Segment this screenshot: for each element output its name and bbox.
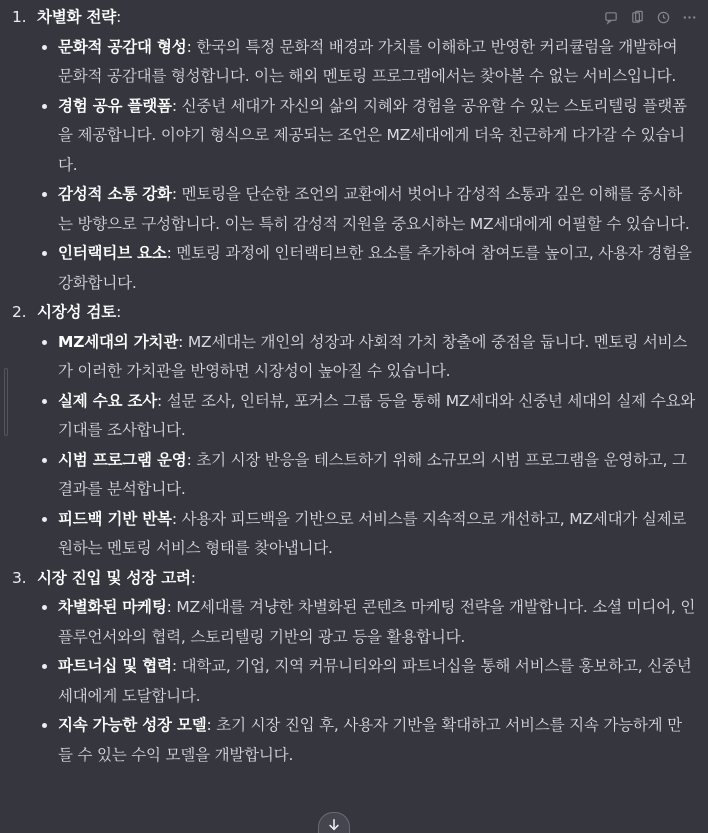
- list-item: [40, 92, 696, 181]
- item-separator: :: [171, 657, 182, 675]
- colon: :: [116, 303, 122, 321]
- section: [12, 3, 696, 298]
- item-separator: :: [166, 598, 177, 616]
- scroll-down-button[interactable]: [318, 812, 350, 833]
- colon: :: [190, 568, 196, 587]
- section-list: [12, 3, 696, 770]
- section: [12, 564, 696, 771]
- item-text: 초기 시장 반응을 테스트하기 위해 소규모의 시범 프로그램을 운영하고, 그 결과를 분석합니다.: [58, 450, 687, 498]
- copy-icon[interactable]: [600, 6, 622, 28]
- item-title: 시범 프로그램 운영: [58, 450, 187, 469]
- clipboard-icon[interactable]: [626, 6, 648, 28]
- item-text: 멘토링 과정에 인터랙티브한 요소를 추가하여 참여도를 높이고, 사용자 경험을 강화합니다.: [58, 244, 692, 292]
- arrow-down-icon: [327, 818, 341, 832]
- item-title: 실제 수요 조사: [58, 391, 158, 410]
- section-title: 차별화 전략: [37, 8, 117, 26]
- item-text: 사용자 피드백을 기반으로 서비스를 지속적으로 개선하고, MZ세대가 실제로 원하는 멘토링 서비스 형태를 찾아냅니다.: [58, 509, 687, 557]
- list-item: [40, 387, 696, 446]
- item-text: 멘토링을 단순한 조언의 교환에서 벗어나 감성적 소통과 깊은 이해를 중시하는 방향으로 구성합니다. 이는 특히 감성적 지원을 중요시하는 MZ세대에게 어필할 수 있습니다.: [58, 185, 690, 233]
- scroll-indicator[interactable]: [4, 368, 8, 436]
- item-title: 경험 공유 플랫폼: [58, 96, 172, 115]
- item-separator: :: [166, 244, 177, 262]
- list-item: [40, 711, 696, 770]
- item-title: 감성적 소통 강화: [58, 185, 172, 203]
- list-item: [40, 33, 696, 92]
- item-title: 피드백 기반 반복: [58, 509, 172, 528]
- item-text: MZ세대는 개인의 성장과 사회적 가치 창출에 중점을 둡니다. 멘토링 서비스가 이러한 가치관을 반영하면 시장성이 높아질 수 있습니다.: [58, 332, 688, 380]
- item-separator: :: [171, 185, 182, 203]
- item-title: 차별화된 마케팅: [58, 598, 167, 616]
- list-item: [40, 239, 696, 298]
- item-text: 설문 조사, 인터뷰, 포커스 그룹 등을 통해 MZ세대와 신중년 세대의 실제 수요와 기대를 조사합니다.: [58, 391, 696, 439]
- section-number: 1.: [12, 8, 27, 26]
- section-heading: [12, 564, 696, 594]
- item-text: MZ세대를 겨냥한 차별화된 콘텐츠 마케팅 전략을 개발합니다. 소셜 미디어, 인플루언서와의 협력, 스토리텔링 기반의 광고 등을 활용합니다.: [58, 598, 696, 646]
- item-text: 한국의 특정 문화적 배경과 가치를 이해하고 반영한 커리큘럼을 개발하여 문화적 공감대를 형성합니다. 이는 해외 멘토링 프로그램에서는 찾아볼 수 없는 서비스입니다.: [58, 37, 678, 85]
- more-icon[interactable]: [678, 6, 700, 28]
- colon: :: [116, 8, 122, 26]
- list-item: [40, 593, 696, 652]
- item-separator: :: [171, 509, 182, 528]
- item-separator: :: [157, 391, 167, 410]
- section-number: 3.: [12, 568, 27, 587]
- list-item: [40, 180, 696, 239]
- item-separator: :: [206, 716, 217, 734]
- item-separator: :: [186, 37, 197, 56]
- message-toolbar: [600, 6, 700, 28]
- list-item: [40, 652, 696, 711]
- regenerate-icon[interactable]: [652, 6, 674, 28]
- section-title: 시장성 검토: [37, 303, 117, 321]
- section-title: 시장 진입 및 성장 고려: [37, 568, 191, 587]
- section-heading: [12, 298, 696, 328]
- item-title: 문화적 공감대 형성: [58, 37, 187, 56]
- item-separator: :: [178, 332, 188, 351]
- section: [12, 298, 696, 564]
- item-title: 인터랙티브 요소: [58, 244, 167, 262]
- item-text: 신중년 세대가 자신의 삶의 지혜와 경험을 공유할 수 있는 스토리텔링 플랫폼을 제공합니다. 이야기 형식으로 제공되는 조언은 MZ세대에게 더욱 친근하게 다가갈 수 있습니다.: [58, 96, 687, 174]
- section-number: 2.: [12, 303, 27, 321]
- item-text: 초기 시장 진입 후, 사용자 기반을 확대하고 서비스를 지속 가능하게 만들 수 있는 수익 모델을 개발합니다.: [58, 716, 682, 764]
- section-heading: [12, 3, 696, 33]
- list-item: [40, 446, 696, 505]
- item-separator: :: [171, 96, 182, 115]
- list-item: [40, 505, 696, 564]
- item-title: 지속 가능한 성장 모델: [58, 716, 207, 734]
- bullet-list: [12, 593, 696, 770]
- list-item: [40, 328, 696, 387]
- item-title: MZ세대의 가치관: [58, 332, 179, 351]
- item-title: 파트너십 및 협력: [58, 657, 172, 675]
- bullet-list: [12, 33, 696, 299]
- item-text: 대학교, 기업, 지역 커뮤니티와의 파트너십을 통해 서비스를 홍보하고, 신중년 세대에게 도달합니다.: [58, 657, 692, 705]
- bullet-list: [12, 328, 696, 564]
- item-separator: :: [186, 450, 197, 469]
